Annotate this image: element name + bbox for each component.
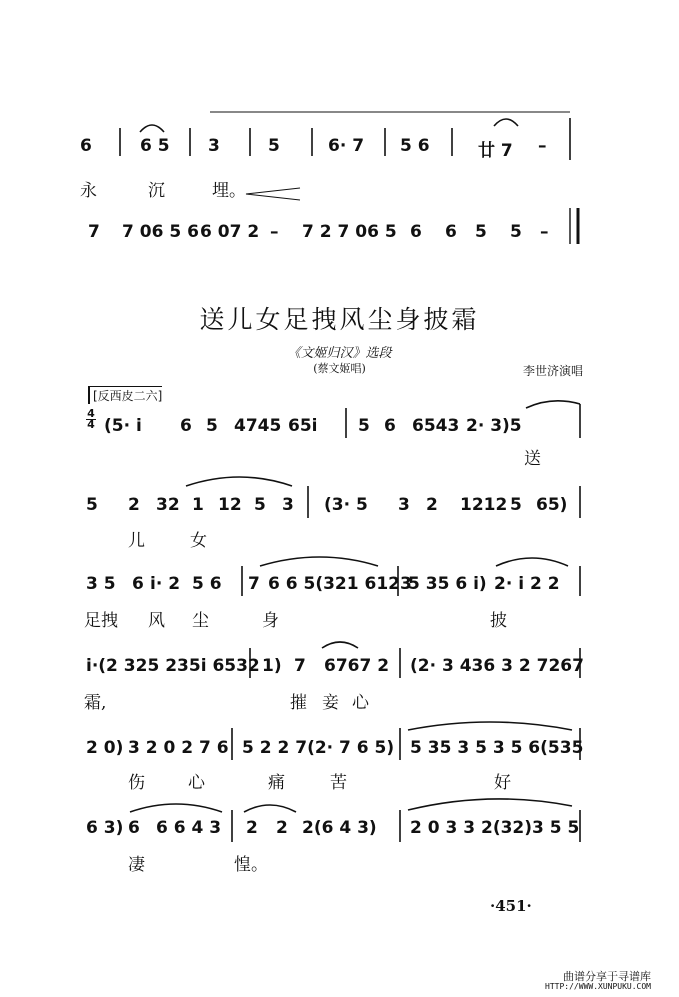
- note: 廿 7: [478, 141, 513, 161]
- note: 1): [262, 656, 282, 676]
- note: 2: [426, 495, 438, 515]
- lyric: 心: [352, 693, 369, 713]
- lyric: 风: [148, 611, 165, 631]
- note: 2(6 4 3): [302, 818, 377, 838]
- time-sig-top: 4: [87, 407, 95, 420]
- note: 6 3): [86, 818, 124, 838]
- note: 2· i 2 2: [494, 574, 560, 594]
- slur: [322, 642, 358, 648]
- lyric: 女: [190, 531, 207, 551]
- slur: [260, 557, 378, 566]
- note: 6: [410, 222, 422, 242]
- lyric: 摧: [290, 693, 307, 713]
- note: 6: [128, 818, 140, 838]
- note: 3: [282, 495, 294, 515]
- note: 6: [180, 416, 192, 436]
- note: 5 35 3 5 3 5 6(535: [410, 738, 584, 758]
- note: 5: [510, 495, 522, 515]
- lyric: 霜,: [84, 693, 107, 713]
- note: 6: [132, 574, 144, 594]
- lyric: 好: [494, 773, 511, 793]
- note: 3: [208, 136, 220, 156]
- note: 7 06 5 6: [122, 222, 199, 242]
- slur: [244, 805, 296, 812]
- note: 6: [384, 416, 396, 436]
- lyric: 送: [524, 449, 541, 469]
- slur: [496, 558, 568, 566]
- note: 5: [206, 416, 218, 436]
- note: i·(2 325 235i 6532: [86, 656, 260, 676]
- note: 6: [445, 222, 457, 242]
- note: 7 2 7 06 5: [302, 222, 397, 242]
- note: (3· 5: [324, 495, 368, 515]
- singer-credit: 李世济演唱: [522, 364, 583, 378]
- note: 6767 2: [324, 656, 390, 676]
- lyric: 足拽: [84, 611, 118, 631]
- note: 65i: [288, 416, 318, 436]
- note: 32: [156, 495, 180, 515]
- note: (5· i: [104, 416, 142, 436]
- lyric: 惶。: [234, 855, 268, 875]
- slur: [140, 125, 164, 132]
- lyric: 儿: [128, 531, 145, 551]
- note: 5 2 2 7(2· 7 6 5): [242, 738, 395, 758]
- note: 6 6 4 3: [156, 818, 222, 838]
- note: 6 5: [140, 136, 170, 156]
- role-note: (蔡文姬唱): [313, 362, 366, 375]
- note: 2 0): [86, 738, 124, 758]
- slur: [186, 477, 292, 486]
- note: 6543: [412, 416, 460, 436]
- lyric: 心: [188, 773, 205, 793]
- slur: [130, 804, 222, 812]
- watermark-site-name: 曲谱分享于寻谱库: [563, 970, 651, 983]
- note: (2· 3 436 3 2 7267: [410, 656, 584, 676]
- lyric: 痛: [268, 773, 285, 793]
- lyric: 妾: [322, 693, 339, 713]
- note: 12: [218, 495, 242, 515]
- note: 6: [80, 136, 92, 156]
- note: 5: [86, 495, 98, 515]
- note: 1212: [460, 495, 508, 515]
- note: 6 6 5(321 6123: [268, 574, 412, 594]
- note: 4745: [234, 416, 282, 436]
- note: –: [538, 136, 547, 156]
- lyric: 披: [490, 611, 507, 631]
- note: 5: [475, 222, 487, 242]
- lyric: 苦: [330, 773, 347, 793]
- note: –: [270, 222, 279, 242]
- note: 3: [398, 495, 410, 515]
- note: 3 5: [86, 574, 116, 594]
- note: 5: [358, 416, 370, 436]
- page-number: ·451·: [490, 897, 532, 915]
- note: 2 0 3 3 2(32)3 5 5: [410, 818, 580, 838]
- note: 1: [192, 495, 204, 515]
- note: 7: [294, 656, 306, 676]
- note: 5 6: [400, 136, 430, 156]
- slur: [408, 799, 572, 810]
- note: –: [540, 222, 549, 242]
- mode-tag: [反西皮二六]: [88, 386, 162, 404]
- note: 2: [276, 818, 288, 838]
- time-sig-bottom: 4: [87, 418, 95, 431]
- note: 2: [128, 495, 140, 515]
- note: 6 07 2: [200, 222, 260, 242]
- note: i· 2: [150, 574, 181, 594]
- note: 2: [246, 818, 258, 838]
- note: 5: [254, 495, 266, 515]
- note: 5: [268, 136, 280, 156]
- song-title: 送儿女足拽风尘身披霜: [199, 305, 480, 334]
- lyric: 凄: [128, 855, 145, 875]
- note: 7: [248, 574, 260, 594]
- slur: [408, 722, 572, 730]
- lyric: 埋。: [212, 181, 246, 201]
- lyric: 身: [262, 611, 279, 631]
- lyric: 永: [80, 181, 97, 201]
- song-subtitle: 《文姬归汉》选段: [287, 346, 392, 361]
- lyric: 沉: [148, 181, 165, 201]
- lyric: 伤: [128, 773, 145, 793]
- note: 65): [536, 495, 568, 515]
- note: 5 35 6 i): [408, 574, 487, 594]
- hairpin: [246, 188, 300, 200]
- lyric: 尘: [192, 611, 209, 631]
- slur: [494, 119, 518, 126]
- note: 7: [88, 222, 100, 242]
- slur: [526, 401, 580, 408]
- watermark-url: HTTP://WWW.XUNPUKU.COM: [545, 982, 651, 991]
- note: 2· 3)5: [466, 416, 522, 436]
- note: 3 2 0 2 7 6: [128, 738, 229, 758]
- note: 6· 7: [328, 136, 365, 156]
- note: 5 6: [192, 574, 222, 594]
- note: 5: [510, 222, 522, 242]
